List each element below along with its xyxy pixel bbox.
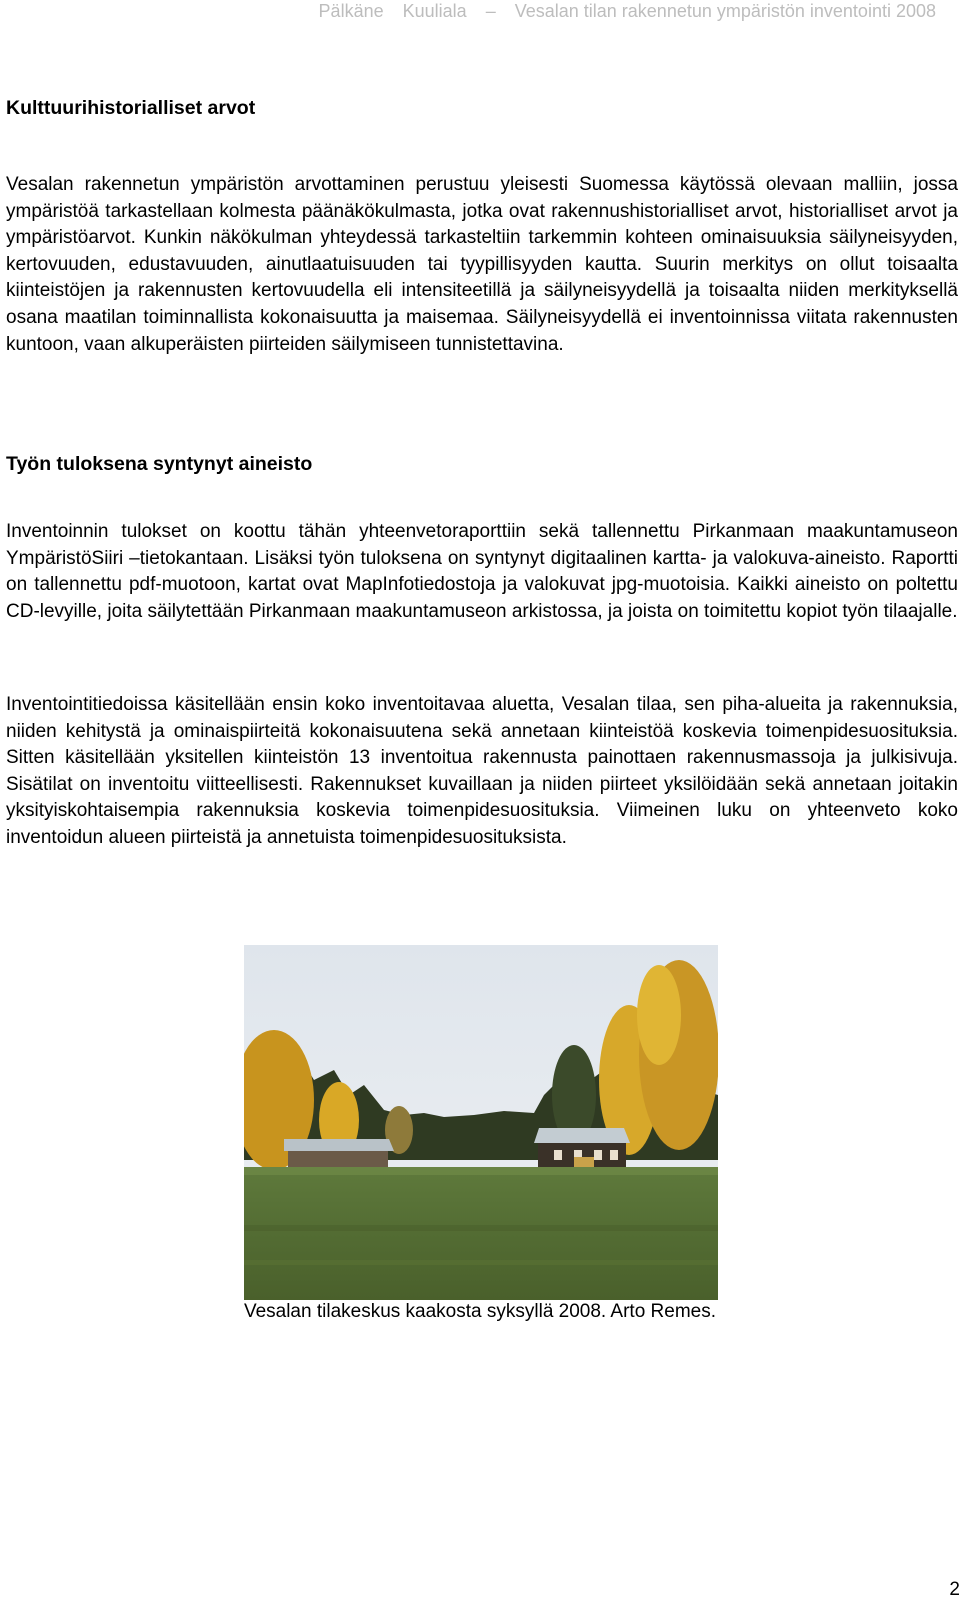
section-heading-cultural-values: Kulttuurihistorialliset arvot (6, 97, 256, 119)
paragraph-cultural-values: Vesalan rakennetun ympäristön arvottaminen perustuu yleisesti Suomessa käytössä olevaan malliin, jossa ympäristöä tarkastellaan kolmesta päänäkökulmasta, jotka ovat rakennushistorialliset arvot, historialliset arvot ja ympäristöarvot. Kunkin näkökulman yhteydessä tarkasteltiin tarkemmin kohteen ominaisuuksia säilyneisyyden, kertovuuden, edustavuuden, ainutlaatuisuuden tai tyypillisyyden kautta. Suurin merkitys on ollut toisaalta kiinteistöjen ja rakennusten kertovuudella eli intensiteetillä ja säilyneisyydellä ja toisaalta niiden merkityksellä osana maatilan toiminnallista kokonaisuutta ja maisemaa. Säilyneisyydellä ei inventoinnissa viitata rakennusten kuntoon, vaan alkuperäisten piirteiden säilymiseen tunnistettavina. (6, 174, 958, 355)
header-title: Vesalan tilan rakennetun ympäristön inventointi 2008 (514, 1, 936, 21)
figure-caption: Vesalan tilakeskus kaakosta syksyllä 2008. Arto Remes. (243, 1301, 717, 1322)
header-municipality: Pälkäne (318, 1, 384, 21)
section-heading-results: Työn tuloksena syntynyt aineisto (6, 453, 313, 475)
page-number: 2 (949, 1579, 960, 1600)
paragraph-results-material: Inventoinnin tulokset on koottu tähän yhteenvetoraporttiin sekä tallennettu Pirkanmaan maakuntamuseon YmpäristöSiiri –tietokantaan. Lisäksi työn tuloksena on syntynyt digitaalinen kartta- ja valokuva-aineisto. Raportti on tallennettu pdf-muotoon, kartat ovat MapInfotiedostoja ja valokuvat jpg-muotoisia. Kaikki aineisto on poltettu CD-levyille, joita säilytettään Pirkanmaan maakuntamuseon arkistossa, ja joista on toimitettu kopiot työn tilaajalle. (6, 521, 958, 622)
running-header (0, 0, 936, 26)
header-village: Kuuliala (402, 1, 467, 21)
paragraph-inventory-contents: Inventointitiedoissa käsitellään ensin koko inventoitavaa aluetta, Vesalan tilaa, sen piha-alueita ja rakennuksia, niiden kehitystä ja ominaispiirteitä kokonaisuutena sekä annetaan kiinteistöä koskevia toimenpidesuosituksia. Sitten käsitellään yksitellen kiinteistön 13 inventoitua rakennusta painottaen rakennusmassoja ja julkisivuja. Sisätilat on inventoitu viitteellisesti. Rakennukset kuvaillaan ja niiden piirteet yksilöidään sekä annetaan joitakin yksityiskohtaisempia rakennuksia koskevia toimenpidesuosituksia. Viimeinen luku on yhteenveto koko inventoidun alueen piirteistä ja annetuista toimenpidesuosituksista. (6, 694, 958, 848)
farm-landscape-photo (244, 945, 718, 1300)
header-separator: – (485, 1, 496, 21)
